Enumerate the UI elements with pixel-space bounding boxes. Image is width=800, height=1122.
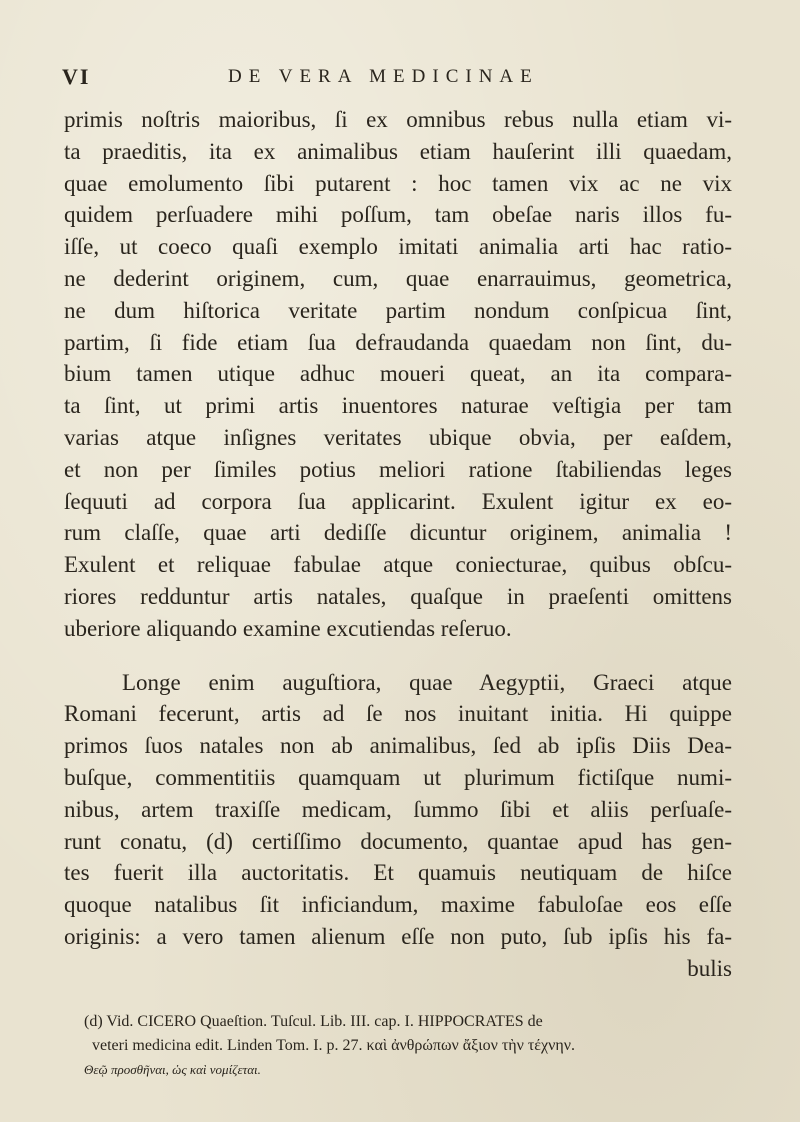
text-line: primos ſuos natales non ab animalibus, ſed ab ipſis Diis Dea- bbox=[64, 733, 732, 759]
footnote-line: veteri medicina edit. Linden Tom. I. p. 27. καὶ ἀνθρώπων ἄξιον τὴν τέχνην. bbox=[92, 1037, 575, 1054]
text-line: et non per ſimiles potius meliori ratione ſtabiliendas leges bbox=[64, 456, 732, 482]
text-line: varias atque inſignes veritates ubique obvia, per eaſdem, bbox=[64, 424, 732, 450]
text-line: quoque natalibus ſit inficiandum, maxime fabuloſae eos eſſe bbox=[64, 892, 732, 918]
text-line: quidem perſuadere mihi poſſum, tam obeſae naris illos fu- bbox=[64, 202, 732, 228]
text-line: Romani fecerunt, artis ad ſe nos inuitant initia. Hi quippe bbox=[64, 701, 732, 727]
text-line: ſequuti ad corpora ſua applicarint. Exulent igitur ex eo- bbox=[64, 488, 732, 514]
text-line: uberiore aliquando examine excutiendas reſeruo. bbox=[64, 615, 512, 641]
text-line: ta ſint, ut primi artis inuentores naturae veſtigia per tam bbox=[64, 393, 732, 419]
text-line: rum claſſe, quae arti dediſſe dicuntur originem, animalia ! bbox=[64, 520, 732, 546]
text-line: tes fuerit illa auctoritatis. Et quamuis neutiquam de hiſce bbox=[64, 860, 732, 886]
text-line: runt conatu, (d) certiſſimo documento, quantae apud has gen- bbox=[64, 828, 732, 854]
text-line: ne dum hiſtorica veritate partim nondum conſpicua ſint, bbox=[64, 297, 732, 323]
text-line: ta praeditis, ita ex animalibus etiam hauſerint illi quaedam, bbox=[64, 138, 732, 164]
text-line: buſque, commentitiis quamquam ut plurimum fictiſque numi- bbox=[64, 764, 732, 790]
footnote-line: (d) Vid. CICERO Quaeſtion. Tuſcul. Lib. III. cap. I. HIPPOCRATES de bbox=[84, 1013, 543, 1030]
text-line: bium tamen utique adhuc moueri queat, an ita compara- bbox=[64, 361, 732, 387]
paragraph bbox=[64, 667, 732, 985]
footnote-line: Θεῷ προσθῆναι, ὡς καὶ νομίζεται. bbox=[84, 1062, 261, 1077]
text-line: ne dederint originem, cum, quae enarrauimus, geometrica, bbox=[64, 265, 732, 291]
text-line: originis: a vero tamen alienum eſſe non puto, ſub ipſis his fa- bbox=[64, 923, 732, 949]
body-text bbox=[64, 104, 732, 985]
text-line: quae emolumento ſibi putarent : hoc tamen vix ac ne vix bbox=[64, 170, 732, 196]
text-line: primis noſtris maioribus, ſi ex omnibus rebus nulla etiam vi- bbox=[64, 107, 732, 132]
text-line: riores redduntur artis natales, quaſque in praeſenti omittens bbox=[64, 583, 732, 609]
paragraph bbox=[64, 104, 732, 645]
page-number: VI bbox=[62, 64, 91, 89]
footnotes bbox=[84, 1010, 734, 1082]
page-header bbox=[62, 62, 730, 92]
text-line: nibus, artem traxiſſe medicam, ſummo ſibi et aliis perſuaſe- bbox=[64, 796, 732, 822]
text-line: Longe enim auguſtiora, quae Aegyptii, Graeci atque bbox=[122, 669, 732, 695]
text-line: partim, ſi fide etiam ſua defraudanda quaedam non ſint, du- bbox=[64, 329, 732, 355]
text-line: iſſe, ut coeco quaſi exemplo imitati animalia arti hac ratio- bbox=[64, 234, 732, 260]
text-line: Exulent et reliquae fabulae atque coniecturae, quibus obſcu- bbox=[64, 552, 732, 578]
catchword: bulis bbox=[687, 955, 732, 981]
paragraph-gap bbox=[64, 645, 732, 667]
running-title: DE VERA MEDICINAE bbox=[228, 66, 539, 87]
